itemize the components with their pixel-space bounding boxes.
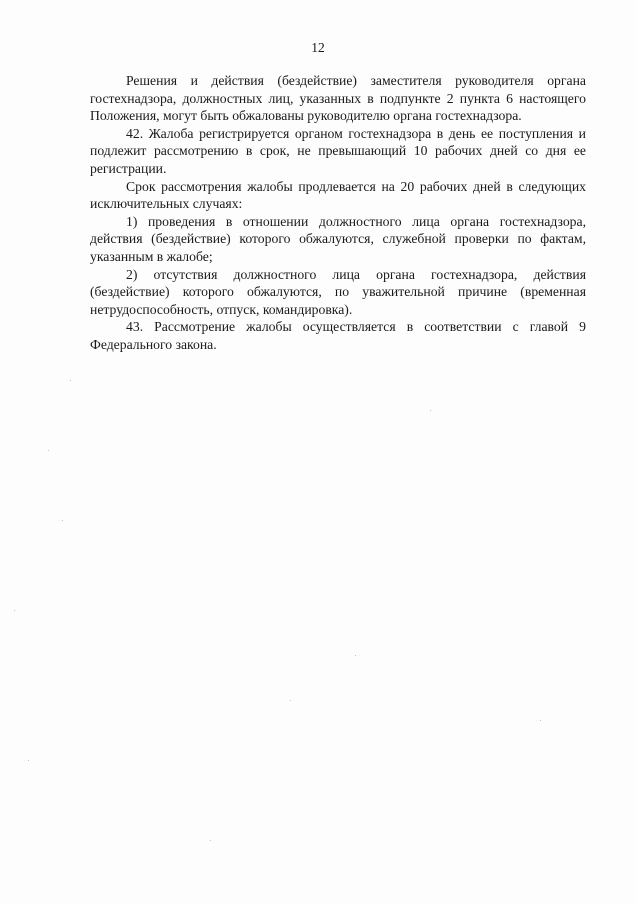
document-body — [90, 72, 586, 354]
scan-speck — [540, 720, 541, 721]
scan-speck — [48, 450, 49, 451]
page-number: 12 — [311, 40, 325, 55]
scan-speck — [70, 380, 71, 381]
scan-speck — [355, 655, 356, 656]
scan-speck — [14, 610, 15, 611]
scan-speck — [62, 520, 63, 521]
paragraph-42-registration: 42. Жалоба регистрируется органом гостехнадзора в день ее поступления и подлежит рассмотрению в срок, не превышающий 10 рабочих дней со дня ее регистрации. — [90, 125, 586, 176]
paragraph-case-1-inspection: 1) проведения в отношении должностного лица органа гостехнадзора, действия (бездействие) которого обжалуются, служебной проверки по фактам, указанным в жалобе; — [90, 213, 586, 264]
paragraph-extension-term: Срок рассмотрения жалобы продлевается на 20 рабочих дней в следующих исключительных случаях: — [90, 178, 586, 212]
scan-speck — [290, 700, 291, 701]
scan-speck — [28, 760, 29, 761]
paragraph-43-consideration: 43. Рассмотрение жалобы осуществляется в соответствии с главой 9 Федерального закона. — [90, 319, 586, 352]
paragraph-case-2-absence: 2) отсутствия должностного лица органа гостехнадзора, действия (бездействие) которого обжалуются, по уважительной причине (временная нетрудоспособность, отпуск, командировка). — [90, 266, 586, 317]
scan-speck — [210, 840, 211, 841]
paragraph-appeal-to-head: Решения и действия (бездействие) заместителя руководителя органа гостехнадзора, должностных лиц, указанных в подпункте 2 пункта 6 настоящего Положения, могут быть обжалованы руководителю органа гостехнадзора. — [90, 73, 586, 124]
scan-speck — [430, 410, 431, 411]
